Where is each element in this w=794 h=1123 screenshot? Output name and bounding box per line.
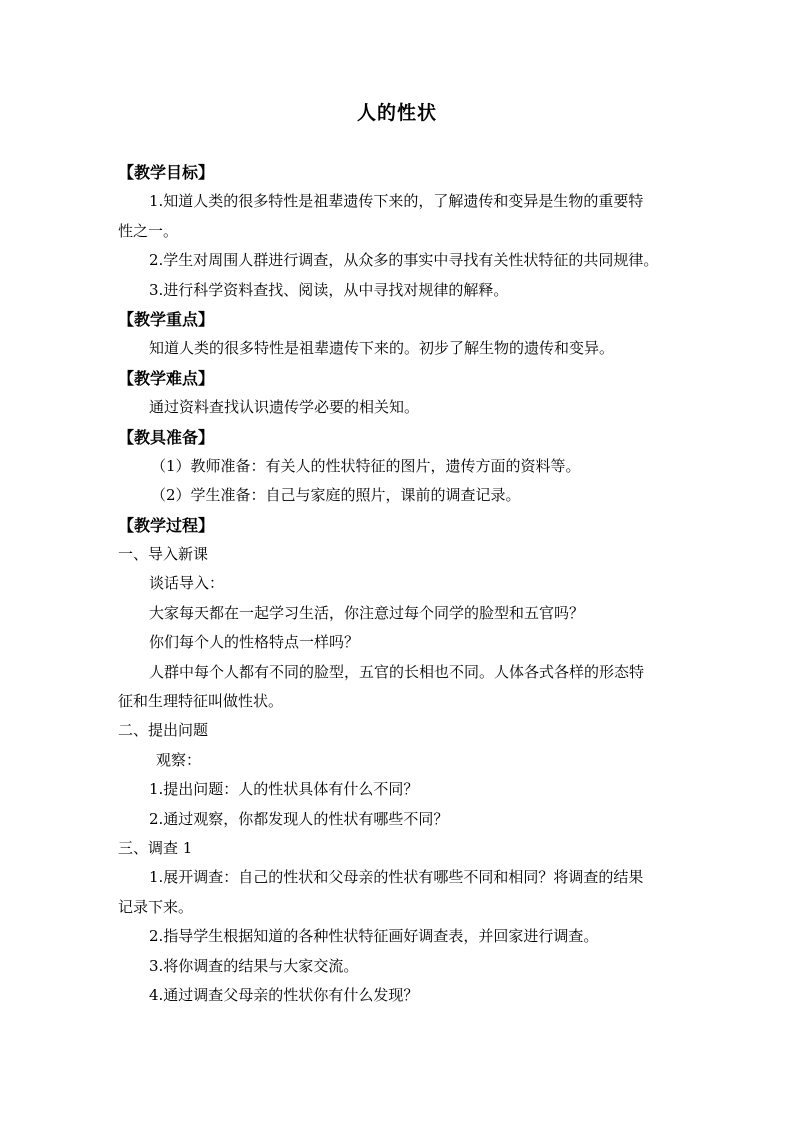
paragraph-line: 征和生理特征叫做性状。	[118, 692, 284, 711]
document-title: 人的性状	[356, 102, 437, 124]
paragraph-line: （2）学生准备：自己与家庭的照片，课前的调查记录。	[151, 486, 521, 505]
document-body	[118, 158, 683, 1010]
paragraph-line: 知道人类的很多特性是祖辈遗传下来的。初步了解生物的遗传和变异。	[149, 339, 615, 358]
section-heading: 【教学目标】	[118, 163, 215, 182]
paragraph-line: 观察：	[156, 750, 202, 769]
paragraph-line: 1.提出问题：人的性状具体有什么不同？	[149, 780, 419, 799]
paragraph-line: 1.展开调查：自己的性状和父母亲的性状有哪些不同和相同？将调查的结果	[149, 868, 644, 887]
paragraph-line: 你们每个人的性格特点一样吗？	[149, 633, 360, 652]
paragraph-line: 性之一。	[118, 221, 179, 240]
paragraph-line: 记录下来。	[118, 897, 194, 916]
paragraph-line: 3.进行科学资料查找、阅读，从中寻找对规律的解释。	[149, 280, 509, 299]
paragraph-line: 1.知道人类的很多特性是祖辈遗传下来的，了解遗传和变异是生物的重要特	[149, 192, 644, 211]
section-heading: 【教学重点】	[118, 309, 215, 329]
paragraph-line: 一、导入新课	[118, 545, 209, 564]
paragraph-line: 4.通过调查父母亲的性状你有什么发现？	[149, 985, 419, 1004]
paragraph-line: 2.通过观察，你都发现人的性状有哪些不同？	[149, 809, 449, 828]
paragraph-line: 大家每天都在一起学习生活，你注意过每个同学的脸型和五官吗？	[149, 603, 585, 622]
paragraph-line: 2.学生对周围人群进行调查，从众多的事实中寻找有关性状特征的共同规律。	[149, 251, 659, 270]
paragraph-line: 3.将你调查的结果与大家交流。	[149, 956, 359, 975]
paragraph-line: 通过资料查找认识遗传学必要的相关知。	[149, 398, 420, 417]
paragraph-line: 2.指导学生根据知道的各种性状特征画好调查表，并回家进行调查。	[149, 927, 599, 946]
section-heading: 【教学过程】	[118, 515, 215, 535]
section-heading: 【教学难点】	[118, 368, 215, 388]
paragraph-line: 二、提出问题	[118, 721, 209, 740]
paragraph-line: 谈话导入：	[149, 574, 225, 593]
paragraph-line: （1）教师准备：有关人的性状特征的图片，遗传方面的资料等。	[151, 456, 581, 475]
section-heading: 【教具准备】	[118, 427, 215, 447]
paragraph-line: 人群中每个人都有不同的脸型，五官的长相也不同。人体各式各样的形态特	[149, 662, 645, 681]
paragraph-line: 三、调查 1	[118, 838, 193, 857]
